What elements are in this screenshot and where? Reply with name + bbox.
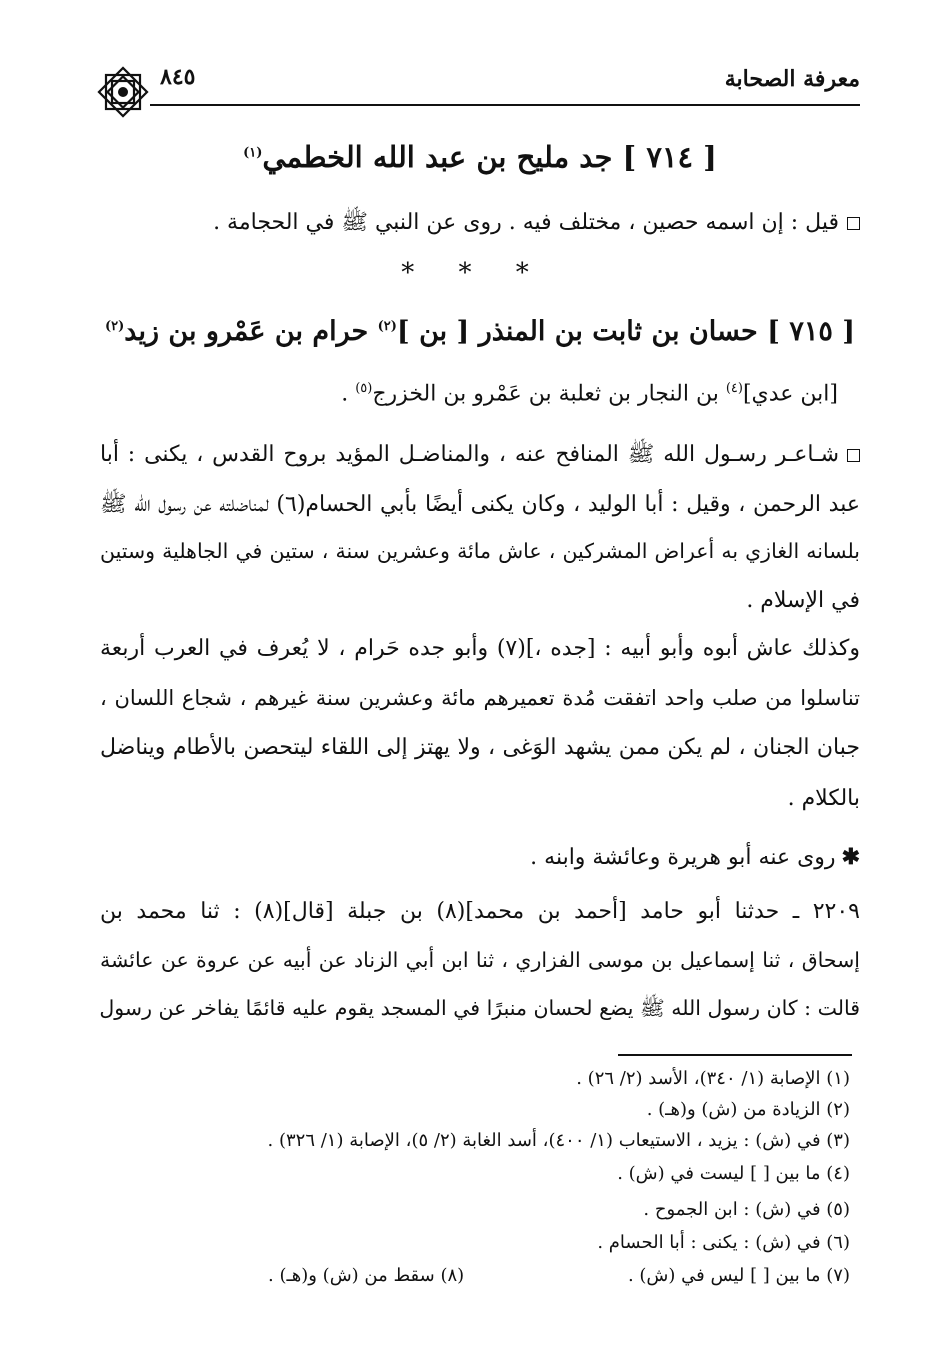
- bio-line: في الإسلام .: [746, 588, 860, 613]
- footnote: (٥) في (ش) : ابن الجموح .: [643, 1199, 850, 1220]
- entry-714-title: [ ٧١٤ ] جد مليح بن عبد الله الخطمي$^{(١)}$: [243, 140, 717, 174]
- entry-715-lineage: [ابن عدي]$^{(٤)}$ بن النجار بن ثعلبة بن عَمْرو بن الخزرج$^{(٥)}$ .: [341, 381, 838, 407]
- bio-line: بالكلام .: [787, 786, 860, 811]
- box-bullet-icon: [847, 449, 860, 462]
- box-bullet-icon: [847, 217, 860, 230]
- footnote-rule: [618, 1054, 852, 1056]
- bio-line: عبد الرحمن ، وقيل : أبا الوليد ، وكان يكنى أيضًا بأبي الحسام(٦) لمناضلته عن رسول الله ﷺ: [100, 492, 860, 517]
- hadith-line: ٢٢٠٩ ـ حدثنا أبو حامد [أحمد بن محمد](٨) بن جبلة [قال](٨) : ثنا محمد بن: [100, 899, 860, 924]
- bio-line: جبان الجنان ، لم يكن ممن يشهد الوَغى ، ولا يهتز إلى اللقاء ليتحصن بالأطام ويناضل: [100, 735, 860, 760]
- running-header-title: معرفة الصحابة: [724, 66, 860, 92]
- hadith-line: قالت : كان رسول الله ﷺ يضع لحسان منبرًا في المسجد يقوم عليه قائمًا يفاخر عن رسول: [99, 996, 860, 1020]
- header-rule: [150, 104, 860, 106]
- bio-line: وكذلك عاش أبوه وأبو أبيه : [جده ،](٧) وأبو جده حَرام ، لا يُعرف في العرب أربعة: [100, 636, 860, 661]
- footnote: (٧) ما بين [ ] ليس في (ش) .: [627, 1265, 850, 1286]
- footnote: (٨) سقط من (ش) و(هـ) .: [268, 1265, 465, 1286]
- page-number: ٨٤٥: [160, 64, 196, 90]
- bio-line: تناسلوا من صلب واحد اتفقت مُدة تعميرهم مائة وعشرين سنة غيرهم ، شجاع اللسان ،: [100, 686, 860, 710]
- octagram-ornament-icon: [93, 62, 153, 122]
- hadith-line: إسحاق ، ثنا إسماعيل بن موسى الفزاري ، ثنا ابن أبي الزناد عن أبيه عن عروة عن عائشة: [100, 948, 860, 972]
- entry-714-text: قيل : إن اسمه حصين ، مختلف فيه . روى عن النبي ﷺ في الحجامة .: [100, 208, 860, 240]
- section-separator: * * *: [401, 258, 547, 288]
- bio-line: شـاعـر رسـول الله ﷺ المنافح عنه ، والمناضـل المؤيد بروح القدس ، يكنى : أبا: [100, 440, 860, 472]
- entry-715-title: [ ٧١٥ ] حسان بن ثابت بن المنذر [ بن ]$^{(٢)}$ حرام بن عَمْرو بن زيد$^{(٢)}$: [104, 316, 856, 347]
- footnote: (٦) في (ش) : يكنى : أبا الحسام .: [597, 1232, 850, 1253]
- narrators-line: ✱روى عنه أبو هريرة وعائشة وابنه .: [530, 844, 860, 870]
- footnote: (٢) الزيادة من (ش) و(هـ) .: [646, 1099, 850, 1120]
- footnote: (١) الإصابة (١/ ٣٤٠)، الأسد (٢/ ٢٦) .: [576, 1068, 850, 1089]
- footnote: (٣) في (ش) : يزيد ، الاستيعاب (١/ ٤٠٠)، أسد الغابة (٢/ ٥)، الإصابة (١/ ٣٢٦) .: [267, 1130, 850, 1151]
- footnote: (٤) ما بين [ ] ليست في (ش) .: [617, 1163, 850, 1184]
- star-bullet-icon: ✱: [841, 844, 860, 870]
- bio-line: بلسانه الغازي به أعراض المشركين ، عاش مائة وعشرين سنة ، ستين في الجاهلية وستين: [100, 539, 860, 563]
